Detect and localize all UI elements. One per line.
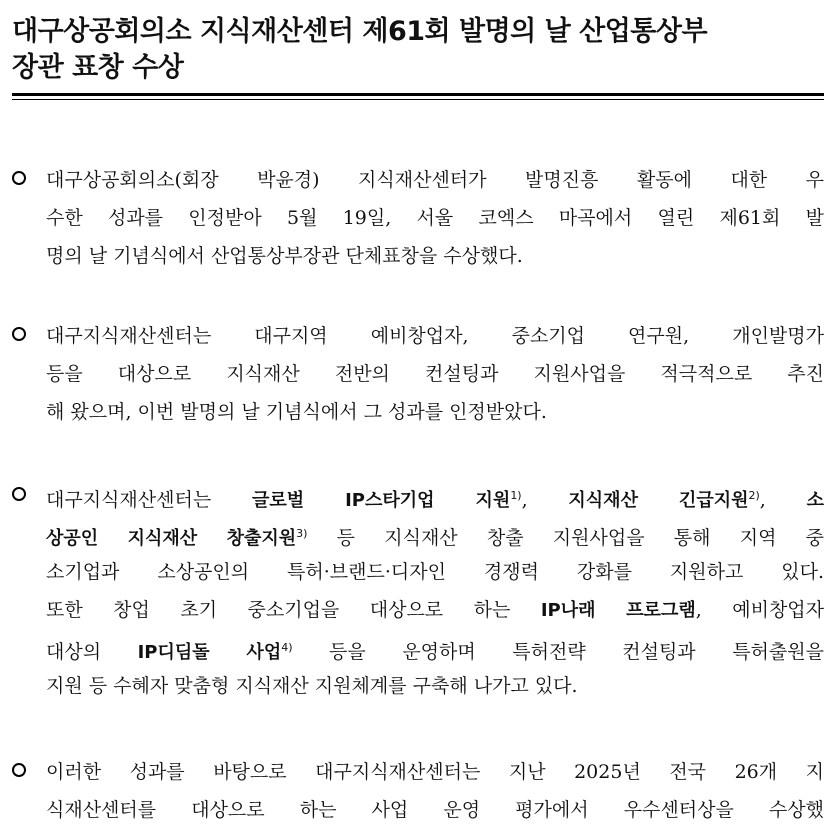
title-rule-thin [12, 99, 824, 100]
paragraph-line: 소기업과 소상공인의 특허·브랜드·디자인 경쟁력 강화를 지원하고 있다. [46, 561, 824, 583]
program-name: 글로벌 IP스타기업 지원 [251, 490, 511, 511]
footnote-mark: 3) [296, 527, 308, 540]
paragraph-line [46, 598, 824, 623]
text: 등을 운영하며 특허전략 컨설팅과 특허출원을 [292, 641, 824, 663]
program-name: IP디딤돌 사업 [137, 642, 282, 663]
text: 대구지식재산센터는 [46, 489, 252, 511]
paragraph-line [46, 636, 824, 665]
paragraph-line: 지원 등 수혜자 맞춤형 지식재산 지원체계를 구축해 나가고 있다. [46, 675, 578, 697]
text: 또한 창업 초기 중소기업을 대상으로 하는 [46, 599, 541, 621]
text: , [759, 489, 807, 511]
footnote-mark: 4) [281, 641, 293, 654]
paragraph-line: 해 왔으며, 이번 발명의 날 기념식에서 그 성과를 인정받았다. [46, 401, 547, 423]
paragraph-line [46, 484, 824, 513]
program-name: 소 [806, 490, 824, 511]
program-name: 지식재산 긴급지원 [568, 490, 749, 511]
bullet-circle-icon [12, 487, 26, 501]
text: , [521, 489, 569, 511]
bullet-circle-icon [12, 763, 26, 777]
bullet-circle-icon [12, 171, 26, 185]
title-line-2: 장관 표창 수상 [12, 52, 184, 83]
paragraph-line: 수한 성과를 인정받아 5월 19일, 서울 코엑스 마곡에서 열린 제61회 발 [46, 207, 824, 229]
text: , 예비창업자 [695, 599, 825, 621]
paragraph-line: 대구상공회의소(회장 박윤경) 지식재산센터가 발명진흥 활동에 대한 우 [46, 169, 824, 191]
paragraph-line: 식재산센터를 대상으로 하는 사업 운영 평가에서 우수센터상을 수상했 [46, 799, 824, 821]
title-rule-thick [12, 93, 824, 96]
paragraph-line [46, 522, 824, 551]
paragraph-line: 이러한 성과를 바탕으로 대구지식재산센터는 지난 2025년 전국 26개 지 [46, 761, 824, 783]
press-title [12, 14, 824, 86]
text: 대상의 [46, 641, 138, 663]
program-name: 상공인 지식재산 창출지원 [46, 528, 297, 549]
title-line-1: 대구상공회의소 지식재산센터 제61회 발명의 날 산업통상부 [12, 16, 708, 47]
paragraph-line: 대구지식재산센터는 대구지역 예비창업자, 중소기업 연구원, 개인발명가 [46, 325, 824, 347]
footnote-mark: 2) [748, 489, 760, 502]
paragraph-line: 등을 대상으로 지식재산 전반의 컨설팅과 지원사업을 적극적으로 추진 [46, 363, 824, 385]
bullet-circle-icon [12, 327, 26, 341]
program-name: IP나래 프로그램 [540, 600, 696, 621]
text: 등 지식재산 창출 지원사업을 통해 지역 중 [307, 527, 824, 549]
footnote-mark: 1) [510, 489, 522, 502]
paragraph-line: 명의 날 기념식에서 산업통상부장관 단체표창을 수상했다. [46, 245, 523, 267]
